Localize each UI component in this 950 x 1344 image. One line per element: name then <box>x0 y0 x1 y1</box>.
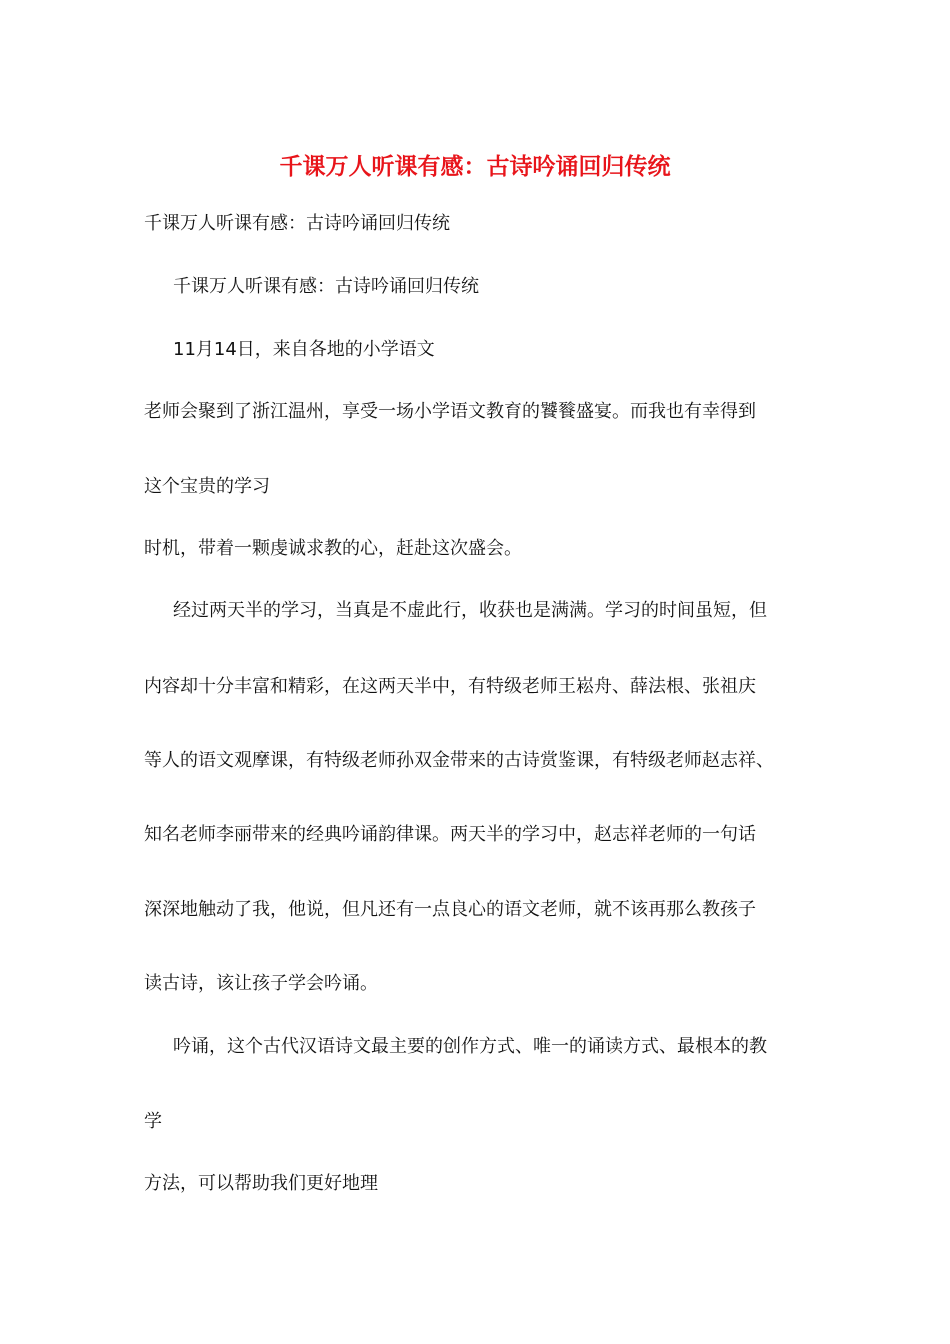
body-line: 千课万人听课有感：古诗吟诵回归传统 <box>173 276 479 297</box>
body-line: 这个宝贵的学习 <box>144 476 270 497</box>
body-line: 时机，带着一颗虔诚求教的心，赶赴这次盛会。 <box>144 538 522 559</box>
body-line: 读古诗，该让孩子学会吟诵。 <box>144 973 378 994</box>
body-line: 等人的语文观摩课，有特级老师孙双金带来的古诗赏鉴课，有特级老师赵志祥、 <box>144 750 774 771</box>
body-line: 方法，可以帮助我们更好地理 <box>144 1173 378 1194</box>
body-line: 深深地触动了我，他说，但凡还有一点良心的语文老师，就不该再那么教孩子 <box>144 899 756 920</box>
body-line: 学 <box>144 1111 162 1132</box>
body-line: 知名老师李丽带来的经典吟诵韵律课。两天半的学习中，赵志祥老师的一句话 <box>144 824 756 845</box>
body-line: 内容却十分丰富和精彩，在这两天半中，有特级老师王崧舟、薛法根、张祖庆 <box>144 676 756 697</box>
body-line: 经过两天半的学习，当真是不虚此行，收获也是满满。学习的时间虽短，但 <box>173 600 767 621</box>
body-line: 吟诵，这个古代汉语诗文最主要的创作方式、唯一的诵读方式、最根本的教 <box>173 1036 767 1057</box>
body-line: 千课万人听课有感：古诗吟诵回归传统 <box>144 213 450 234</box>
body-line: 11月14日，来自各地的小学语文 <box>173 339 435 360</box>
body-line: 老师会聚到了浙江温州，享受一场小学语文教育的饕餮盛宴。而我也有幸得到 <box>144 401 756 422</box>
document-title: 千课万人听课有感：古诗吟诵回归传统 <box>279 153 671 180</box>
